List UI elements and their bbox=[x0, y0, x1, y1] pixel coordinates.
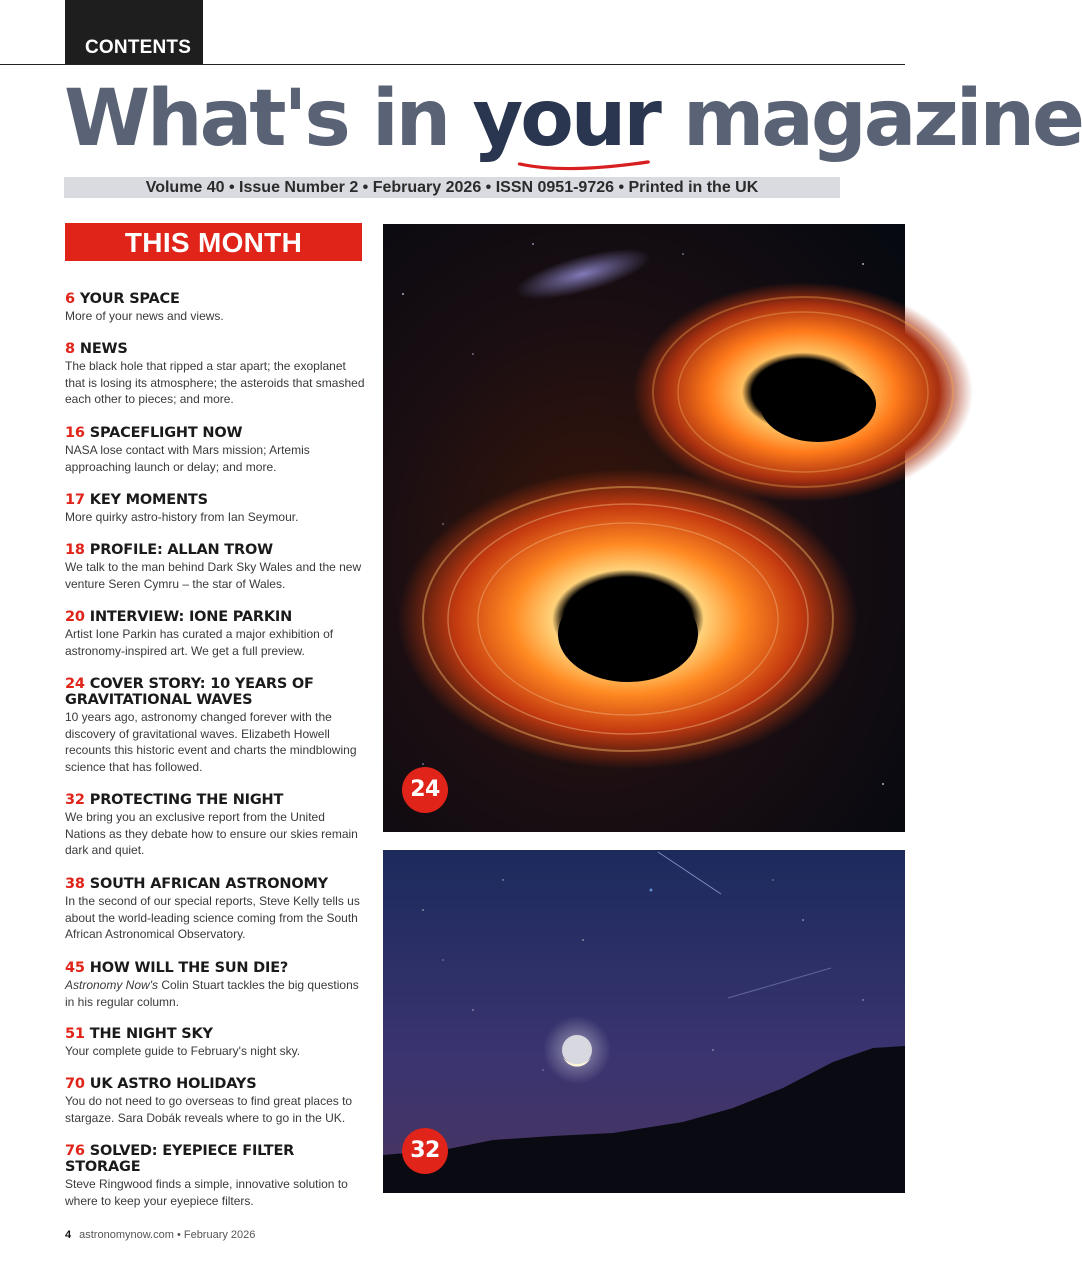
entry-page-number: 51 bbox=[65, 1026, 85, 1042]
entry-title: 20 INTERVIEW: IONE PARKIN bbox=[65, 609, 293, 625]
scribble-underline-icon bbox=[472, 158, 658, 178]
list-item[interactable] bbox=[65, 492, 365, 526]
entry-page-number: 8 bbox=[65, 341, 75, 357]
headline-post: magazine bbox=[658, 74, 1082, 164]
entry-description: Artist Ione Parkin has curated a major exhibition of astronomy-inspired art. We get a full preview. bbox=[65, 627, 334, 658]
entry-title: 32 PROTECTING THE NIGHT bbox=[65, 792, 284, 808]
entry-title: 70 UK ASTRO HOLIDAYS bbox=[65, 1076, 257, 1092]
entry-page-number: 38 bbox=[65, 876, 85, 892]
entry-page-number: 24 bbox=[65, 676, 85, 692]
headline-pre: What's in bbox=[64, 74, 473, 164]
entry-description: The black hole that ripped a star apart; the exoplanet that is losing its atmosphere; the asteroids that smashed each other to pieces; and more. bbox=[65, 359, 365, 406]
entry-title: 8 NEWS bbox=[65, 341, 128, 357]
entry-description: More quirky astro-history from Ian Seymour. bbox=[65, 510, 299, 524]
list-item[interactable] bbox=[65, 676, 365, 775]
entry-description: You do not need to go overseas to find great places to stargaze. Sara Dobák reveals where to go in the UK. bbox=[65, 1094, 353, 1125]
list-item[interactable] bbox=[65, 341, 365, 408]
entry-title: 38 SOUTH AFRICAN ASTRONOMY bbox=[65, 876, 328, 892]
list-item[interactable] bbox=[65, 792, 365, 859]
page-badge: 24 bbox=[402, 767, 448, 813]
entry-title: 16 SPACEFLIGHT NOW bbox=[65, 425, 243, 441]
entry-title: 6 YOUR SPACE bbox=[65, 291, 180, 307]
moon-landscape-illustration-icon bbox=[383, 850, 905, 1193]
moon-night-sky-image[interactable] bbox=[383, 850, 905, 1193]
page-footer bbox=[65, 1229, 255, 1241]
list-item[interactable] bbox=[65, 291, 365, 325]
entry-title: 17 KEY MOMENTS bbox=[65, 492, 208, 508]
entry-title: 76 SOLVED: EYEPIECE FILTER STORAGE bbox=[65, 1143, 295, 1175]
list-item[interactable] bbox=[65, 960, 365, 1010]
entry-page-number: 20 bbox=[65, 609, 85, 625]
entry-description: We bring you an exclusive report from the United Nations as they debate how to ensure our skies remain dark and quiet. bbox=[65, 810, 358, 857]
entry-description: More of your news and views. bbox=[65, 309, 224, 323]
list-item[interactable] bbox=[65, 609, 365, 659]
entry-description: In the second of our special reports, Steve Kelly tells us about the world-leading science coming from the South African Astronomical Observatory. bbox=[65, 894, 360, 941]
entry-page-number: 6 bbox=[65, 291, 75, 307]
entry-page-number: 76 bbox=[65, 1143, 85, 1159]
entry-title: 45 HOW WILL THE SUN DIE? bbox=[65, 960, 289, 976]
entry-page-number: 70 bbox=[65, 1076, 85, 1092]
list-item[interactable] bbox=[65, 876, 365, 943]
section-tab: CONTENTS bbox=[65, 0, 203, 64]
list-item[interactable] bbox=[65, 1076, 365, 1126]
entry-title: 18 PROFILE: ALLAN TROW bbox=[65, 542, 273, 558]
volume-info-bar: Volume 40 • Issue Number 2 • February 2026 • ISSN 0951-9726 • Printed in the UK bbox=[64, 177, 840, 198]
entry-title: 51 THE NIGHT SKY bbox=[65, 1026, 213, 1042]
headline-emphasis: your bbox=[472, 74, 658, 164]
list-item[interactable] bbox=[65, 542, 365, 592]
entry-description: NASA lose contact with Mars mission; Artemis approaching launch or delay; and more. bbox=[65, 443, 310, 474]
footer-page-number: 4 bbox=[65, 1229, 72, 1241]
list-item[interactable] bbox=[65, 1026, 365, 1060]
this-month-heading: THIS MONTH bbox=[65, 223, 362, 261]
list-item[interactable] bbox=[65, 1143, 365, 1209]
entry-title: 24 COVER STORY: 10 YEARS OF GRAVITATIONAL WAVES bbox=[65, 676, 314, 708]
entry-description: Steve Ringwood finds a simple, innovative solution to where to keep your eyepiece filters. bbox=[65, 1177, 348, 1208]
black-holes-image[interactable] bbox=[383, 224, 905, 832]
black-hole-illustration-icon bbox=[383, 224, 905, 832]
page-badge: 32 bbox=[402, 1128, 448, 1174]
list-item[interactable] bbox=[65, 425, 365, 475]
entry-page-number: 17 bbox=[65, 492, 85, 508]
entry-page-number: 16 bbox=[65, 425, 85, 441]
entry-description: We talk to the man behind Dark Sky Wales and the new venture Seren Cymru – the star of Wales. bbox=[65, 560, 362, 591]
entry-description: 10 years ago, astronomy changed forever with the discovery of gravitational waves. Elizabeth Howell recounts this historic event and charts the mindblowing science that has followed. bbox=[65, 710, 357, 774]
entry-page-number: 32 bbox=[65, 792, 85, 808]
page-headline bbox=[64, 74, 1082, 164]
entry-page-number: 18 bbox=[65, 542, 85, 558]
header-rule bbox=[0, 64, 905, 65]
entry-description: Astronomy Now's Colin Stuart tackles the big questions in his regular column. bbox=[65, 978, 359, 1009]
entry-page-number: 45 bbox=[65, 960, 85, 976]
footer-text: astronomynow.com • February 2026 bbox=[79, 1229, 256, 1241]
entry-description: Your complete guide to February's night sky. bbox=[65, 1044, 301, 1058]
